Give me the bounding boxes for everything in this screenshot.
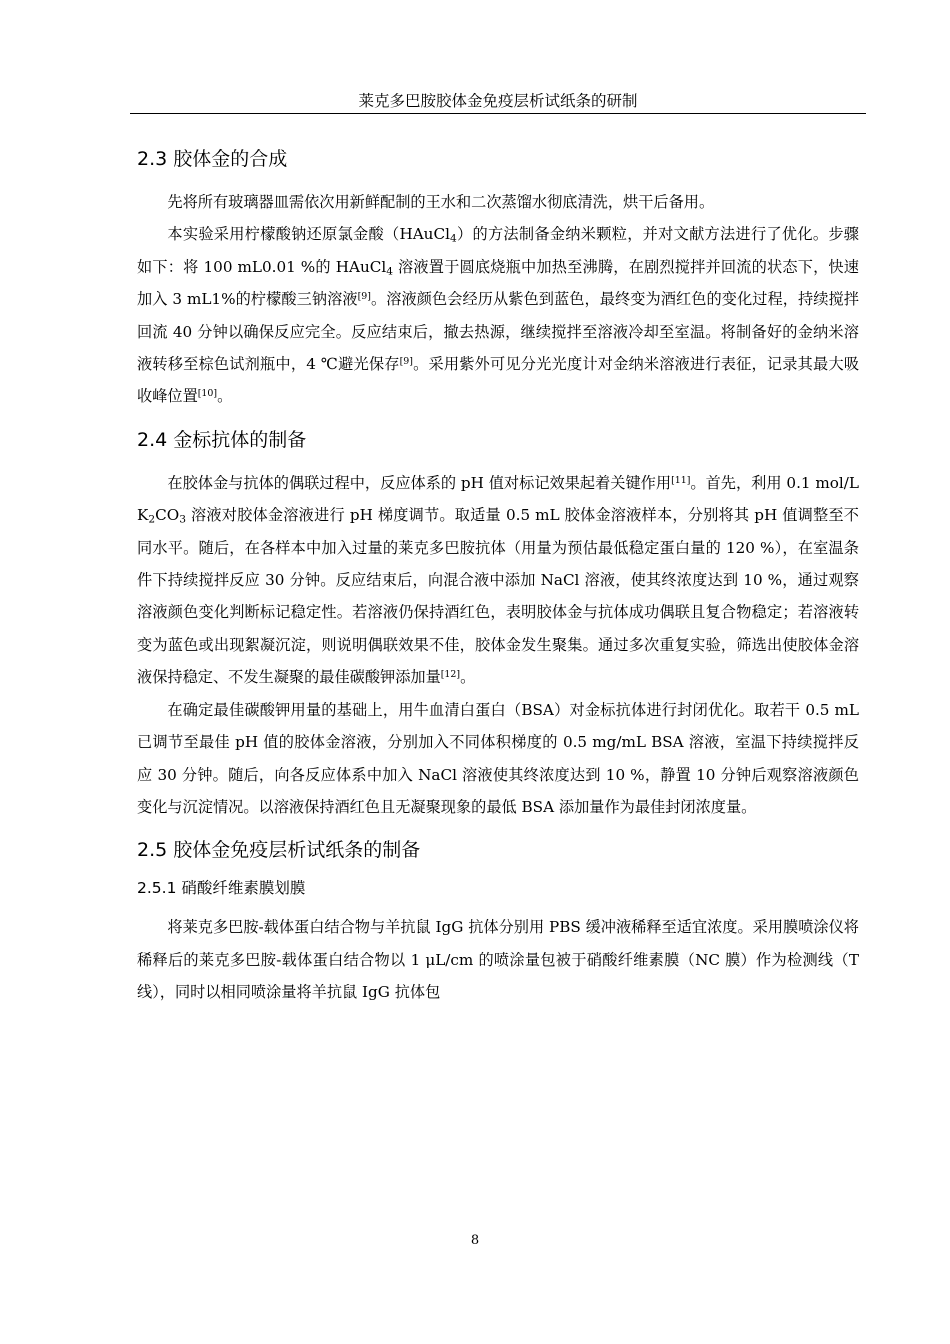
paragraph	[137, 467, 859, 694]
section-2-3	[137, 146, 859, 413]
text-run: 在胶体金与抗体的偶联过程中，反应体系的 pH 值对标记效果起着关键作用	[167, 473, 672, 492]
subscript: 4	[386, 264, 394, 278]
subscript: 2	[148, 512, 156, 526]
text-run: 。首先，利用 0.1 mol/L K	[137, 473, 859, 525]
text-run: CO	[155, 506, 180, 525]
citation-ref: [12]	[440, 669, 461, 681]
subsection-heading: 2.5.1 硝酸纤维素膜划膜	[137, 879, 306, 898]
text-run: 溶液对胶体金溶液进行 pH 梯度调节。取适量 0.5 mL 胶体金溶液样本，分别将其 pH 值调整至不同水平。随后，在各样本中加入过量的莱克多巴胺抗体（用量为预估最低稳定蛋白量的 120 %），在室温条件下持续搅拌反应 30 分钟。反应结束后，向混合液中添加 NaCl 溶液，使其终浓度达到 10 %，通过观察溶液颜色变化判断标记稳定性。若溶液仍保持酒红色，表明胶体金与抗体成功偶联且复合物稳定；若溶液转变为蓝色或出现絮凝沉淀，则说明偶联效果不佳，胶体金发生聚集。通过多次重复实验，筛选出使胶体金溶液保持稳定、不发生凝聚的最佳碳酸钾添加量	[137, 506, 859, 687]
section-2-4	[137, 427, 859, 823]
paragraph	[137, 218, 859, 412]
running-header: 莱克多巴胺胶体金免疫层析试纸条的研制	[130, 91, 866, 114]
text-run: 。	[217, 387, 233, 406]
citation-ref: [10]	[197, 388, 218, 400]
section-heading: 2.3 胶体金的合成	[137, 148, 288, 170]
section-heading: 2.5 胶体金免疫层析试纸条的制备	[137, 839, 421, 862]
page-content	[137, 146, 859, 1023]
subscript: 3	[179, 512, 186, 526]
citation-ref: [9]	[357, 291, 371, 303]
text-run: 。溶液颜色会经历从紫色到蓝色，最终变为酒红色的变化过程，持续搅拌回流 40 分钟以确保反应完全。反应结束后，撤去热源，继续搅拌至溶液冷却至室温。将制备好的金纳米溶液转移至棕色试剂瓶中，4 ℃避光保存	[137, 290, 859, 374]
paragraph: 先将所有玻璃器皿需依次用新鲜配制的王水和二次蒸馏水彻底清洗，烘干后备用。	[167, 193, 715, 211]
text-run: 。	[460, 668, 476, 687]
section-2-5	[137, 837, 859, 1008]
text-run: 。采用紫外可见分光光度计对金纳米溶液进行表征，记录其最大吸收峰位置	[137, 355, 860, 406]
text-run: ）的方法制备金纳米颗粒，并对文献方法进行了优化。步骤如下：将 100 mL0.01 %的 HAuCl	[137, 225, 859, 276]
text-run: 本实验采用柠檬酸钠还原氯金酸（HAuCl	[167, 225, 450, 244]
paragraph: 在确定最佳碳酸钾用量的基础上，用牛血清白蛋白（BSA）对金标抗体进行封闭优化。取若干 0.5 mL 已调节至最佳 pH 值的胶体金溶液，分别加入不同体积梯度的 0.5 mg/mL BSA 溶液，室温下持续搅拌反应 30 分钟。随后，向各反应体系中加入 NaCl 溶液使其终浓度达到 10 %，静置 10 分钟后观察溶液颜色变化与沉淀情况。以溶液保持酒红色且无凝聚现象的最低 BSA 添加量作为最佳封闭浓度量。	[137, 700, 859, 816]
section-heading: 2.4 金标抗体的制备	[137, 428, 307, 451]
text-run: 溶液置于圆底烧瓶中加热至沸腾，在剧烈搅拌并回流的状态下，快速加入 3 mL1%的柠檬酸三钠溶液	[137, 257, 859, 309]
citation-ref: [11]	[671, 474, 691, 486]
subscript: 4	[449, 232, 457, 246]
citation-ref: [9]	[399, 355, 413, 367]
paragraph: 将莱克多巴胺-载体蛋白结合物与羊抗鼠 IgG 抗体分别用 PBS 缓冲液稀释至适宜浓度。采用膜喷涂仪将稀释后的莱克多巴胺-载体蛋白结合物以 1 μL/cm 的喷涂量包被于硝酸纤维素膜（NC 膜）作为检测线（T 线），同时以相同喷涂量将羊抗鼠 IgG 抗体包	[137, 918, 859, 1002]
page-number: 8	[470, 1233, 480, 1248]
